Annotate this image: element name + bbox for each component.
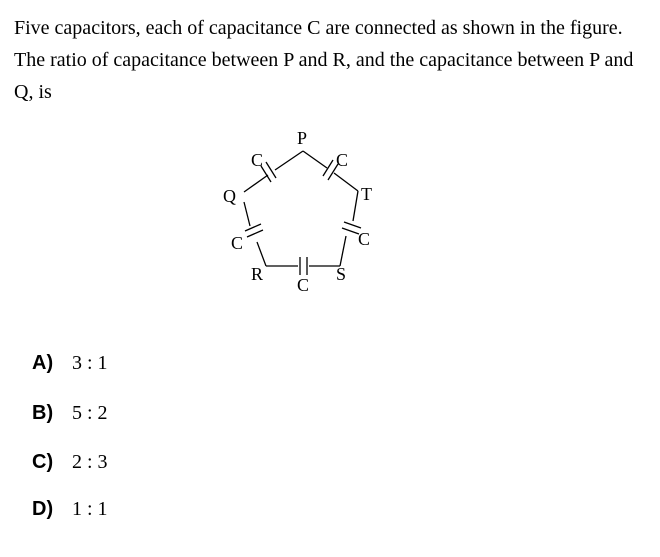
capacitor-label-rs: C bbox=[297, 275, 310, 295]
node-label-t: T bbox=[361, 184, 372, 204]
node-label-p: P bbox=[297, 128, 308, 148]
capacitor-label-qr: C bbox=[231, 233, 244, 253]
wire-t-s-upper bbox=[353, 191, 358, 221]
option-d-value: 1 : 1 bbox=[72, 497, 108, 520]
option-a-letter: A) bbox=[32, 351, 54, 374]
option-c[interactable] bbox=[32, 447, 108, 477]
option-a-value: 3 : 1 bbox=[72, 351, 108, 374]
option-d[interactable] bbox=[32, 494, 108, 524]
wire-q-r-upper bbox=[244, 202, 250, 226]
capacitor-label-ts: C bbox=[358, 229, 371, 249]
option-d-letter: D) bbox=[32, 497, 54, 520]
wire-q-r-lower bbox=[257, 242, 266, 266]
node-label-r: R bbox=[251, 264, 264, 284]
capacitor-label-pq: C bbox=[251, 150, 264, 170]
option-c-value: 2 : 3 bbox=[72, 450, 108, 473]
capacitor-plate-qr-2 bbox=[247, 230, 263, 237]
node-label-q: Q bbox=[223, 186, 236, 206]
capacitor-plate-ts-2 bbox=[342, 228, 359, 234]
wire-p-q-lower bbox=[244, 175, 268, 192]
option-b[interactable] bbox=[32, 398, 108, 428]
wire-p-t-lower bbox=[334, 173, 358, 191]
circuit-diagram bbox=[218, 124, 388, 296]
capacitor-label-pt: C bbox=[336, 150, 349, 170]
option-c-letter: C) bbox=[32, 450, 54, 473]
capacitor-plate-ts-1 bbox=[344, 222, 361, 228]
wire-t-s-lower bbox=[340, 236, 346, 266]
option-a[interactable] bbox=[32, 348, 108, 378]
capacitor-pentagon-figure bbox=[218, 124, 388, 296]
capacitor-plate-qr-1 bbox=[245, 224, 261, 231]
option-b-letter: B) bbox=[32, 401, 54, 424]
wire-p-t-upper bbox=[303, 151, 327, 168]
question-text: Five capacitors, each of capacitance C are connected as shown in the figure. The ratio of capacitance between P and R, and the capacitance between P and Q, is bbox=[14, 17, 634, 103]
option-b-value: 5 : 2 bbox=[72, 401, 108, 424]
node-label-s: S bbox=[336, 264, 347, 284]
wire-p-q-upper bbox=[275, 151, 303, 170]
